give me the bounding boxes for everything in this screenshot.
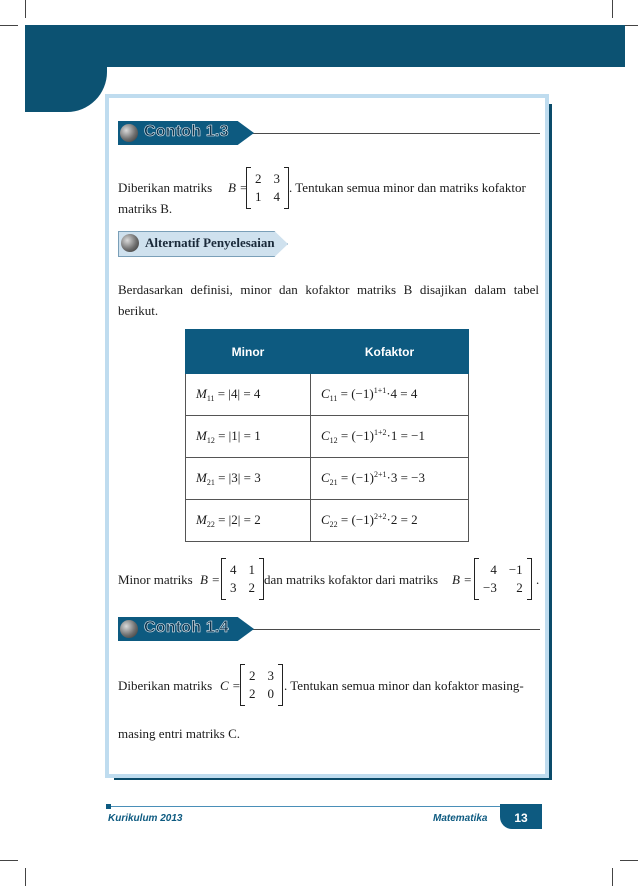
crop-mark bbox=[25, 868, 26, 886]
minor-matrix: 4 1 3 2 bbox=[221, 558, 264, 600]
summary-text: dan matriks kofaktor dari matriks bbox=[264, 572, 439, 587]
footer-subject: Matematika bbox=[433, 813, 488, 824]
example-text: Diberikan matriks bbox=[118, 180, 213, 195]
table-row bbox=[186, 416, 469, 458]
minor-cell: $M_{21} = |3| = 3$ bbox=[186, 458, 311, 500]
minor-cell: $M_{11} = |4| = 4$ bbox=[186, 374, 311, 416]
matrix-label: C = bbox=[220, 678, 241, 693]
crop-mark bbox=[25, 0, 26, 18]
matrix-label: B = bbox=[228, 180, 248, 195]
paragraph: Berdasarkan definisi, minor dan kofaktor matriks B disajikan dalam tabel bbox=[118, 282, 539, 297]
minor-cell: $M_{12} = |1| = 1$ bbox=[186, 416, 311, 458]
footer-curriculum: Kurikulum 2013 bbox=[108, 813, 183, 824]
matrix-label: B = bbox=[452, 572, 472, 587]
header-corner bbox=[25, 25, 107, 112]
ball-icon bbox=[120, 620, 138, 638]
example-text: . Tentukan semua minor dan matriks kofaktor bbox=[289, 180, 526, 195]
summary-text: Minor matriks bbox=[118, 572, 193, 587]
example-title: Contoh 1.4 bbox=[144, 619, 229, 636]
footer-rule bbox=[108, 806, 500, 807]
summary-text: . bbox=[536, 572, 540, 587]
ball-icon bbox=[121, 234, 139, 252]
example-text: . Tentukan semua minor dan kofaktor masing- bbox=[284, 678, 524, 693]
table-row bbox=[186, 374, 469, 416]
cofactor-matrix: 4 −1 −3 2 bbox=[474, 558, 532, 600]
footer-marker bbox=[106, 804, 111, 809]
cofactor-cell: $C_{12} = (-1)^{1+2}\cdot 1 = -1$ bbox=[311, 416, 469, 458]
example-text: matriks B. bbox=[118, 201, 173, 216]
matrix-b: 2 3 1 4 bbox=[246, 167, 289, 209]
matrix-label: B = bbox=[200, 572, 220, 587]
cofactor-cell: $C_{22} = (-1)^{2+2}\cdot 2 = 2$ bbox=[311, 500, 469, 542]
ball-icon bbox=[120, 124, 138, 142]
cofactor-cell: $C_{11} = (-1)^{1+1}\cdot 4 = 4$ bbox=[311, 374, 469, 416]
crop-mark bbox=[0, 25, 18, 26]
header-band bbox=[25, 25, 625, 67]
crop-mark bbox=[620, 860, 638, 861]
table-header: Minor bbox=[186, 330, 311, 374]
example-text: masing entri matriks C. bbox=[118, 726, 241, 741]
solution-title: Alternatif Penyelesaian bbox=[145, 235, 275, 250]
crop-mark bbox=[0, 860, 18, 861]
crop-mark bbox=[612, 0, 613, 18]
crop-mark bbox=[612, 868, 613, 886]
paragraph: berikut. bbox=[118, 303, 159, 318]
example-text: Diberikan matriks bbox=[118, 678, 213, 693]
matrix-c: 2 3 2 0 bbox=[240, 664, 283, 706]
cofactor-cell: $C_{21} = (-1)^{2+1}\cdot 3 = -3$ bbox=[311, 458, 469, 500]
minor-cell: $M_{22} = |2| = 2$ bbox=[186, 500, 311, 542]
table-row bbox=[186, 458, 469, 500]
page-number: 13 bbox=[514, 811, 528, 825]
table-header: Kofaktor bbox=[311, 330, 469, 374]
table-row bbox=[186, 500, 469, 542]
minor-cofactor-table bbox=[185, 329, 469, 542]
example-title: Contoh 1.3 bbox=[144, 123, 229, 140]
